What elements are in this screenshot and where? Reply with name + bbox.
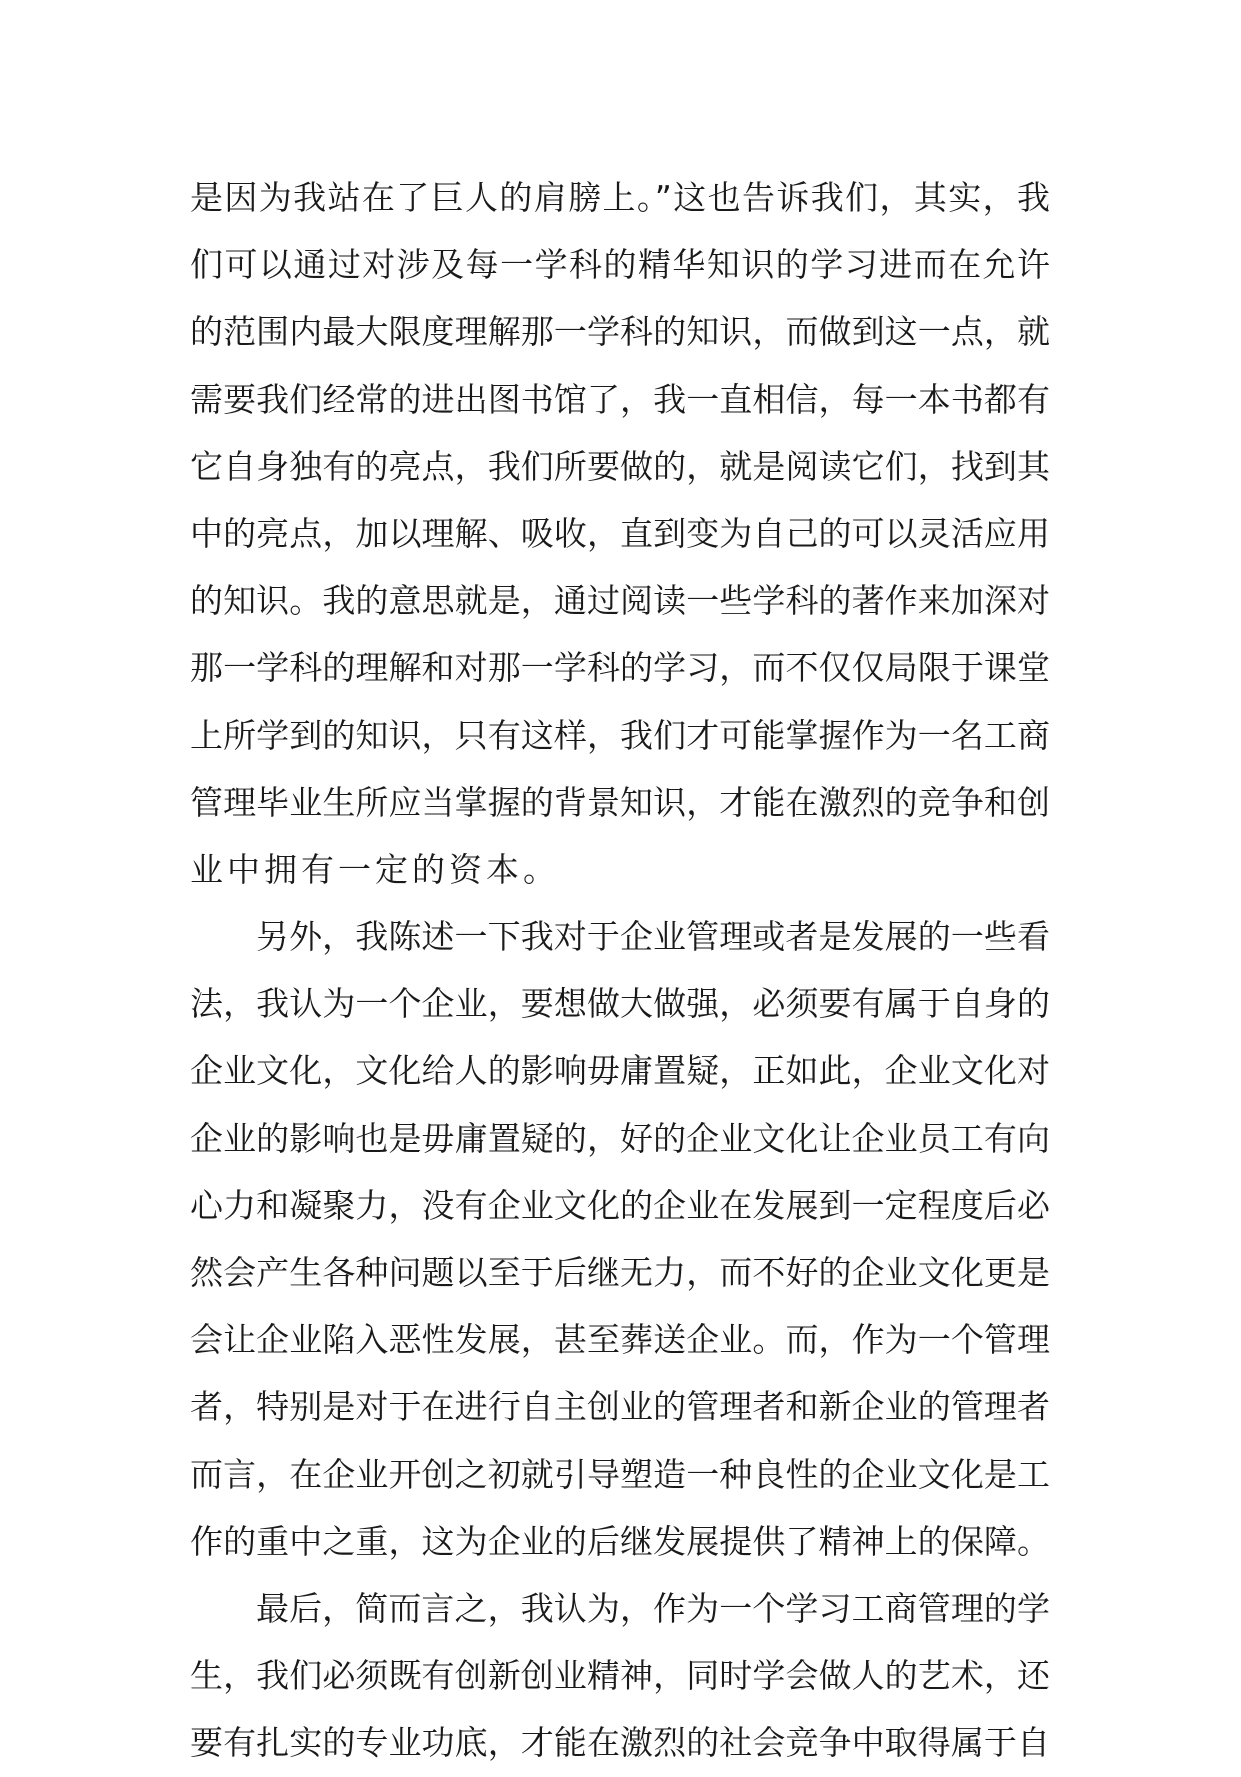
paragraph-first-line: 最后，简而言之，我认为，作为一个学习工商管理的学 — [256, 1588, 1050, 1628]
text-line: 然会产生各种问题以至于后继无力，而不好的企业文化更是 — [190, 1253, 1050, 1292]
text-line: 需要我们经常的进出图书馆了，我一直相信，每一本书都有 — [190, 379, 1050, 419]
text-line: 作的重中之重，这为企业的后继发展提供了精神上的保障。 — [190, 1521, 1050, 1561]
body-text — [190, 164, 1050, 1777]
text-line: 的范围内最大限度理解那一学科的知识，而做到这一点，就 — [190, 312, 1050, 352]
text-line: 管理毕业生所应当掌握的背景知识，才能在激烈的竞争和创 — [190, 782, 1050, 822]
text-line: 企业文化，文化给人的影响毋庸置疑，正如此，企业文化对 — [190, 1051, 1050, 1091]
text-line: 上所学到的知识，只有这样，我们才可能掌握作为一名工商 — [190, 715, 1050, 755]
text-line: 业中拥有一定的资本。 — [190, 849, 560, 889]
paragraph-first-line: 另外，我陈述一下我对于企业管理或者是发展的一些看 — [256, 917, 1050, 957]
text-line: 而言，在企业开创之初就引导塑造一种良性的企业文化是工 — [190, 1454, 1050, 1494]
text-line: 心力和凝聚力，没有企业文化的企业在发展到一定程度后必 — [190, 1185, 1050, 1225]
text-line: 要有扎实的专业功底，才能在激烈的社会竞争中取得属于自 — [190, 1723, 1050, 1763]
text-line: 那一学科的理解和对那一学科的学习，而不仅仅局限于课堂 — [190, 648, 1050, 688]
text-line: 生，我们必须既有创新创业精神，同时学会做人的艺术，还 — [190, 1656, 1050, 1696]
text-line: 它自身独有的亮点，我们所要做的，就是阅读它们，找到其 — [190, 446, 1050, 486]
text-line: 们可以通过对涉及每一学科的精华知识的学习进而在允许 — [190, 245, 1050, 285]
text-line: 法，我认为一个企业，要想做大做强，必须要有属于自身的 — [190, 984, 1050, 1024]
text-line: 中的亮点，加以理解、吸收，直到变为自己的可以灵活应用 — [190, 513, 1050, 553]
text-line: 是因为我站在了巨人的肩膀上。”这也告诉我们，其实，我 — [190, 178, 1050, 217]
text-line: 的知识。我的意思就是，通过阅读一些学科的著作来加深对 — [190, 581, 1050, 621]
text-line: 企业的影响也是毋庸置疑的，好的企业文化让企业员工有向 — [190, 1118, 1050, 1158]
text-line: 者，特别是对于在进行自主创业的管理者和新企业的管理者 — [190, 1387, 1050, 1427]
text-line: 会让企业陷入恶性发展，甚至葬送企业。而，作为一个管理 — [190, 1320, 1050, 1360]
